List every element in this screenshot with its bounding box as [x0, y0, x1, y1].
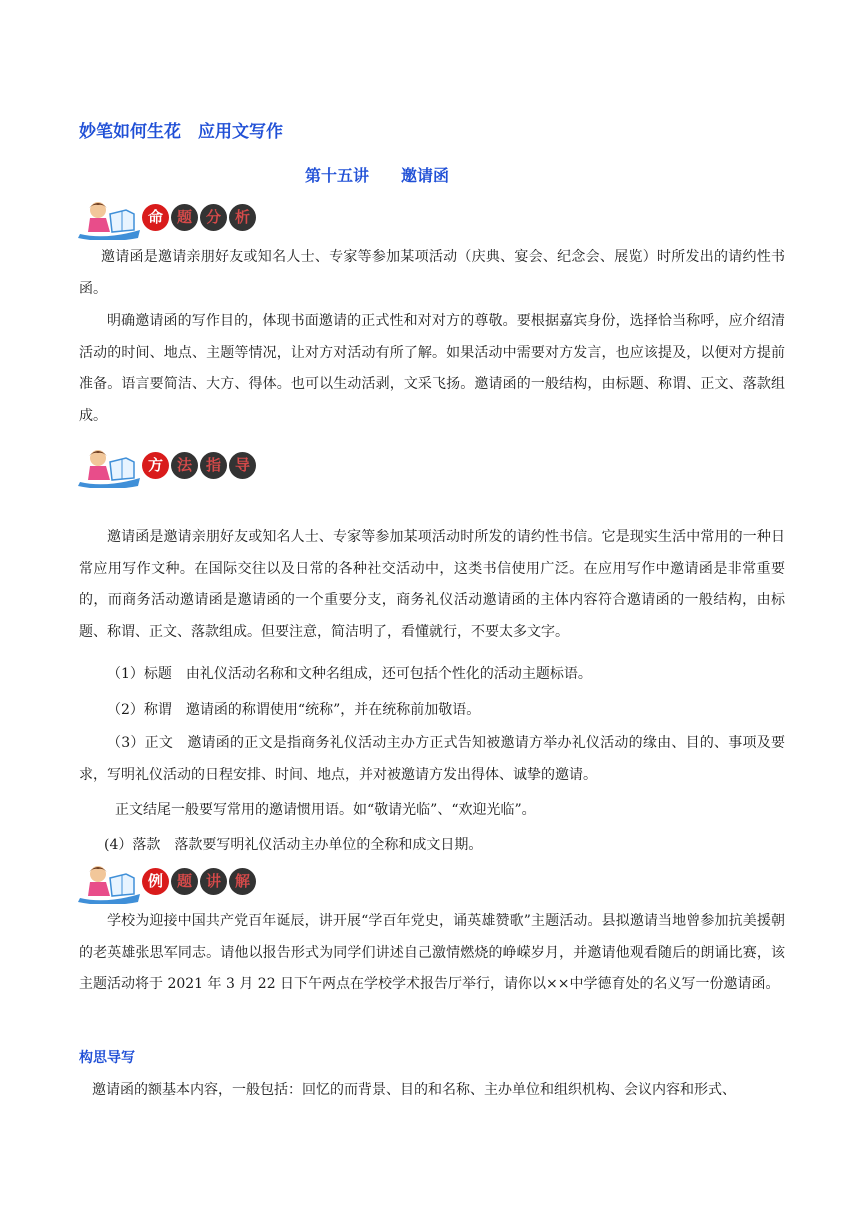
analysis-paragraph-1: 邀请函是邀请亲朋好友或知名人士、专家等参加某项活动（庆典、宴会、纪念会、展览）时所发出的请约性书函。 — [79, 249, 785, 297]
banner-char: 导 — [229, 452, 256, 479]
banner-char: 析 — [229, 204, 256, 231]
banner-method — [76, 448, 276, 488]
method-item-signature: (4）落款 落款要写明礼仪活动主办单位的全称和成文日期。 — [104, 837, 483, 853]
guide-text: 邀请函的额基本内容，一般包括：回忆的而背景、目的和名称、主办单位和组织机构、会议内容和形式、 — [92, 1082, 736, 1098]
method-item-body-note: 正文结尾一般要写常用的邀请惯用语。如“敬请光临”、“欢迎光临”。 — [115, 802, 536, 818]
method-item-body: （3）正文 邀请函的正文是指商务礼仪活动主办方正式告知被邀请方举办礼仪活动的缘由、目的、事项及要求，写明礼仪活动的日程安排、时间、地点，并对被邀请方发出得体、诚挚的邀请。 — [79, 735, 785, 783]
reading-child-icon — [76, 448, 144, 488]
example-prompt: 学校为迎接中国共产党百年诞辰，讲开展“学百年党史，诵英雄赞歌”主题活动。县拟邀请当地曾参加抗美援朝的老英雄张思军同志。请他以报告形式为同学们讲述自己激情燃烧的峥嵘岁月，并邀请他观看随后的朗诵比赛，该主题活动将于 2021 年 3 月 22 日下午两点在学校学术报告厅举行，请你以××中学德育处的名义写一份邀请函。 — [79, 913, 785, 992]
banner-char: 指 — [200, 452, 227, 479]
banner-char: 题 — [171, 204, 198, 231]
banner-char: 题 — [171, 868, 198, 895]
banner-char: 讲 — [200, 868, 227, 895]
banner-analysis — [76, 200, 276, 240]
method-item-title: （1）标题 由礼仪活动名称和文种名组成，还可包括个性化的活动主题标语。 — [107, 666, 592, 682]
banner-example — [76, 864, 276, 904]
banner-char: 解 — [229, 868, 256, 895]
analysis-paragraph-2: 明确邀请函的写作目的，体现书面邀请的正式性和对对方的尊敬。要根据嘉宾身份，选择恰当称呼，应介绍清活动的时间、地点、主题等情况，让对方对活动有所了解。如果活动中需要对方发言，也应该提及，以便对方提前准备。语言要简洁、大方、得体。也可以生动活剥，文采飞扬。邀请函的一般结构，由标题、称谓、正文、落款组成。 — [79, 313, 785, 424]
guide-heading: 构思导写 — [79, 1050, 135, 1066]
method-item-salutation: （2）称谓 邀请函的称谓使用“统称”，并在统称前加敬语。 — [107, 702, 481, 718]
reading-child-icon — [76, 864, 144, 904]
banner-char: 命 — [142, 204, 169, 231]
series-title: 妙笔如何生花 应用文写作 — [79, 122, 283, 142]
reading-child-icon — [76, 200, 144, 240]
banner-char: 例 — [142, 868, 169, 895]
method-intro: 邀请函是邀请亲朋好友或知名人士、专家等参加某项活动时所发的请约性书信。它是现实生活中常用的一种日常应用写作文种。在国际交往以及日常的各种社交活动中，这类书信使用广泛。在应用写作中邀请函是非常重要的，而商务活动邀请函是邀请函的一个重要分支，商务礼仪活动邀请函的主体内容符合邀请函的一般结构，由标题、称谓、正文、落款组成。但要注意，简洁明了，看懂就行，不要太多文字。 — [79, 529, 785, 640]
banner-char: 分 — [200, 204, 227, 231]
banner-char: 方 — [142, 452, 169, 479]
lecture-title: 第十五讲 邀请函 — [305, 166, 450, 185]
banner-char: 法 — [171, 452, 198, 479]
